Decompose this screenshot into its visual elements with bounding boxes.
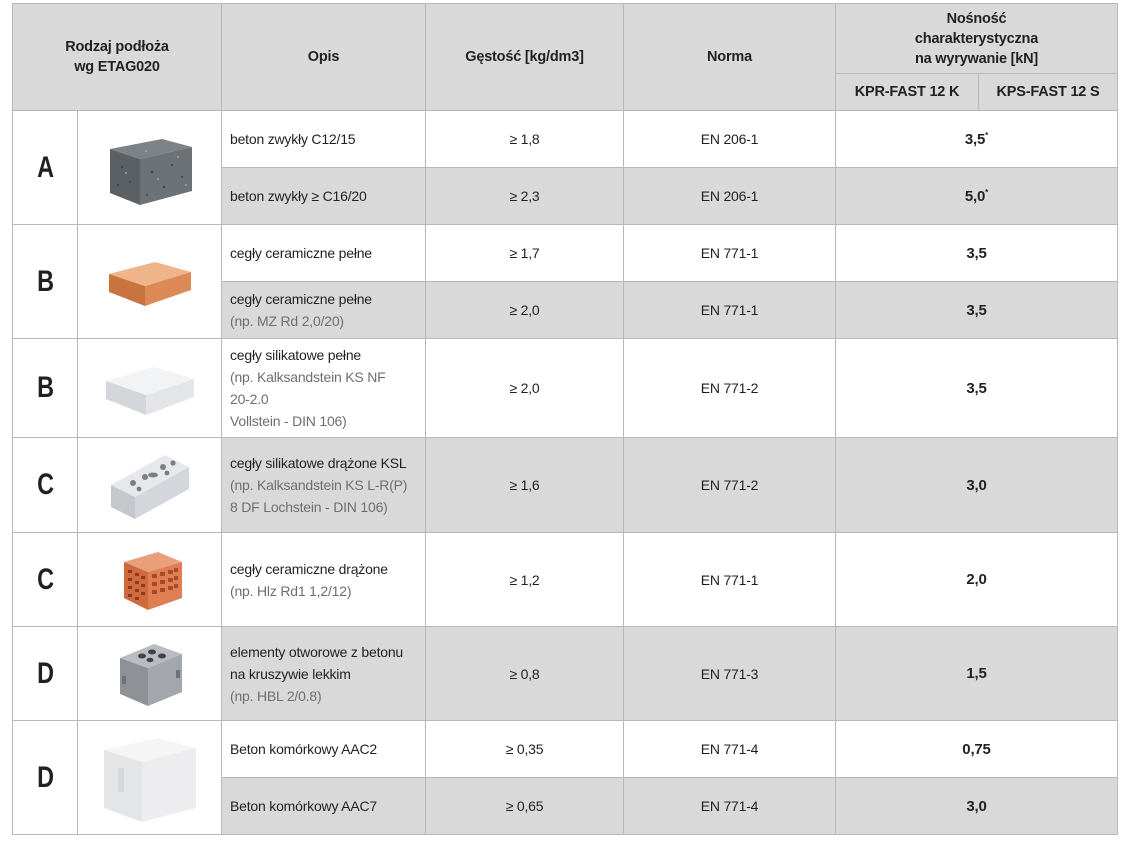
description-cell (222, 533, 426, 627)
table-row (13, 339, 1118, 438)
density-cell: ≥ 2,0 (426, 339, 624, 438)
norm-cell: EN 206-1 (624, 168, 836, 225)
load-value-cell (836, 438, 1118, 533)
material-image (78, 533, 222, 627)
load-value-cell (836, 533, 1118, 627)
material-image (78, 438, 222, 533)
description-cell (222, 778, 426, 835)
material-image (78, 721, 222, 835)
class-letter: C (20, 533, 71, 627)
material-image (78, 111, 222, 225)
description-sub: Vollstein - DIN 106) (230, 413, 347, 429)
description-cell (222, 627, 426, 721)
load-value: 3,5 (966, 379, 987, 397)
load-value-cell (836, 778, 1118, 835)
material-image (78, 627, 222, 721)
description-sub: 8 DF Lochstein - DIN 106) (230, 499, 388, 515)
description-sub: (np. HBL 2/0.8) (230, 687, 322, 704)
class-letter: A (20, 111, 71, 225)
header-substrate-type (13, 4, 222, 111)
description-cell (222, 225, 426, 282)
aerated-concrete-block-icon (98, 728, 202, 828)
table-row (13, 721, 1118, 778)
class-letter: D (20, 721, 71, 835)
material-image (78, 339, 222, 438)
norm-cell: EN 206-1 (624, 111, 836, 168)
table-row (13, 225, 1118, 282)
table-row (13, 111, 1118, 168)
header-substrate-line2: wg ETAG020 (74, 59, 160, 75)
description-sub: 20-2.0 (230, 391, 269, 407)
norm-cell: EN 771-4 (624, 778, 836, 835)
description-cell (222, 282, 426, 339)
density-cell: ≥ 1,6 (426, 438, 624, 533)
table-row (13, 627, 1118, 721)
density-cell: ≥ 1,2 (426, 533, 624, 627)
header-load-line3: na wyrywanie [kN] (914, 50, 1039, 67)
load-value: 2,0 (966, 571, 987, 588)
class-letter: D (20, 627, 71, 721)
lightweight-concrete-block-icon (110, 636, 190, 712)
header-load-line1: Nośność (946, 10, 1007, 27)
description-sub: (np. Kalksandstein KS NF (230, 369, 386, 385)
description-sub: (np. Kalksandstein KS L-R(P) (230, 477, 408, 493)
load-value-cell (836, 225, 1118, 282)
class-letter: C (20, 438, 71, 533)
table-row (13, 533, 1118, 627)
substrate-table (12, 3, 1118, 835)
norm-cell: EN 771-1 (624, 225, 836, 282)
load-value: 0,75 (962, 740, 991, 758)
description-main: cegły ceramiczne pełne (230, 291, 372, 307)
load-value: 3,5 (966, 244, 987, 262)
header-kps-fast: KPS-FAST 12 S (979, 74, 1118, 111)
class-letter: B (20, 225, 71, 339)
norm-cell: EN 771-1 (624, 533, 836, 627)
load-value: 1,5 (966, 665, 987, 682)
ceramic-brick-icon (105, 252, 195, 312)
description-main: cegły silikatowe pełne (230, 347, 362, 363)
description-main: cegły silikatowe drążone KSL (230, 455, 407, 471)
description-cell (222, 168, 426, 225)
load-value: 3,5 (966, 301, 987, 319)
load-value: 3,5 (964, 130, 986, 148)
description-sub: na kruszywie lekkim (230, 665, 351, 682)
norm-cell: EN 771-3 (624, 627, 836, 721)
header-substrate-line1: Rodzaj podłoża (65, 39, 169, 55)
load-value: 3,0 (966, 476, 987, 494)
header-norm: Norma (624, 4, 836, 111)
description-main: Beton komórkowy AAC7 (230, 798, 377, 814)
description-sub: (np. Hlz Rd1 1,2/12) (230, 582, 352, 599)
description-cell (222, 438, 426, 533)
header-description: Opis (222, 4, 426, 111)
header-density: Gęstość [kg/dm3] (426, 4, 624, 111)
density-cell: ≥ 2,3 (426, 168, 624, 225)
norm-cell: EN 771-2 (624, 339, 836, 438)
class-letter: B (20, 339, 71, 438)
norm-cell: EN 771-2 (624, 438, 836, 533)
density-cell: ≥ 2,0 (426, 282, 624, 339)
header-load-capacity (836, 4, 1118, 74)
density-cell: ≥ 0,35 (426, 721, 624, 778)
description-sub: (np. MZ Rd 2,0/20) (230, 313, 344, 329)
header-load-line2: charakterystyczna (914, 30, 1039, 47)
description-cell (222, 721, 426, 778)
norm-cell: EN 771-1 (624, 282, 836, 339)
hollow-ceramic-block-icon (110, 544, 190, 616)
description-cell (222, 339, 426, 438)
load-value-cell (836, 721, 1118, 778)
description-cell (222, 111, 426, 168)
silicate-brick-icon (102, 355, 198, 421)
header-kpr-fast: KPR-FAST 12 K (836, 74, 979, 111)
description-main: cegły ceramiczne pełne (230, 245, 372, 261)
description-main: elementy otworowe z betonu (230, 643, 404, 660)
hollow-silicate-brick-icon (105, 445, 195, 525)
description-main: beton zwykły ≥ C16/20 (230, 188, 367, 204)
load-value-cell (836, 282, 1118, 339)
norm-cell: EN 771-4 (624, 721, 836, 778)
load-value-cell (836, 168, 1118, 225)
description-main: cegły ceramiczne drążone (230, 560, 388, 577)
footnote-mark: * (985, 187, 989, 197)
description-main: beton zwykły C12/15 (230, 131, 356, 147)
footnote-mark: * (985, 130, 989, 140)
load-value: 3,0 (966, 797, 987, 815)
load-value-cell (836, 339, 1118, 438)
load-value-cell (836, 627, 1118, 721)
density-cell: ≥ 1,8 (426, 111, 624, 168)
density-cell: ≥ 0,8 (426, 627, 624, 721)
load-value-cell (836, 111, 1118, 168)
description-main: Beton komórkowy AAC2 (230, 741, 377, 757)
load-value: 5,0 (964, 187, 986, 205)
material-image (78, 225, 222, 339)
concrete-block-icon (102, 127, 198, 209)
density-cell: ≥ 0,65 (426, 778, 624, 835)
table-row (13, 438, 1118, 533)
density-cell: ≥ 1,7 (426, 225, 624, 282)
